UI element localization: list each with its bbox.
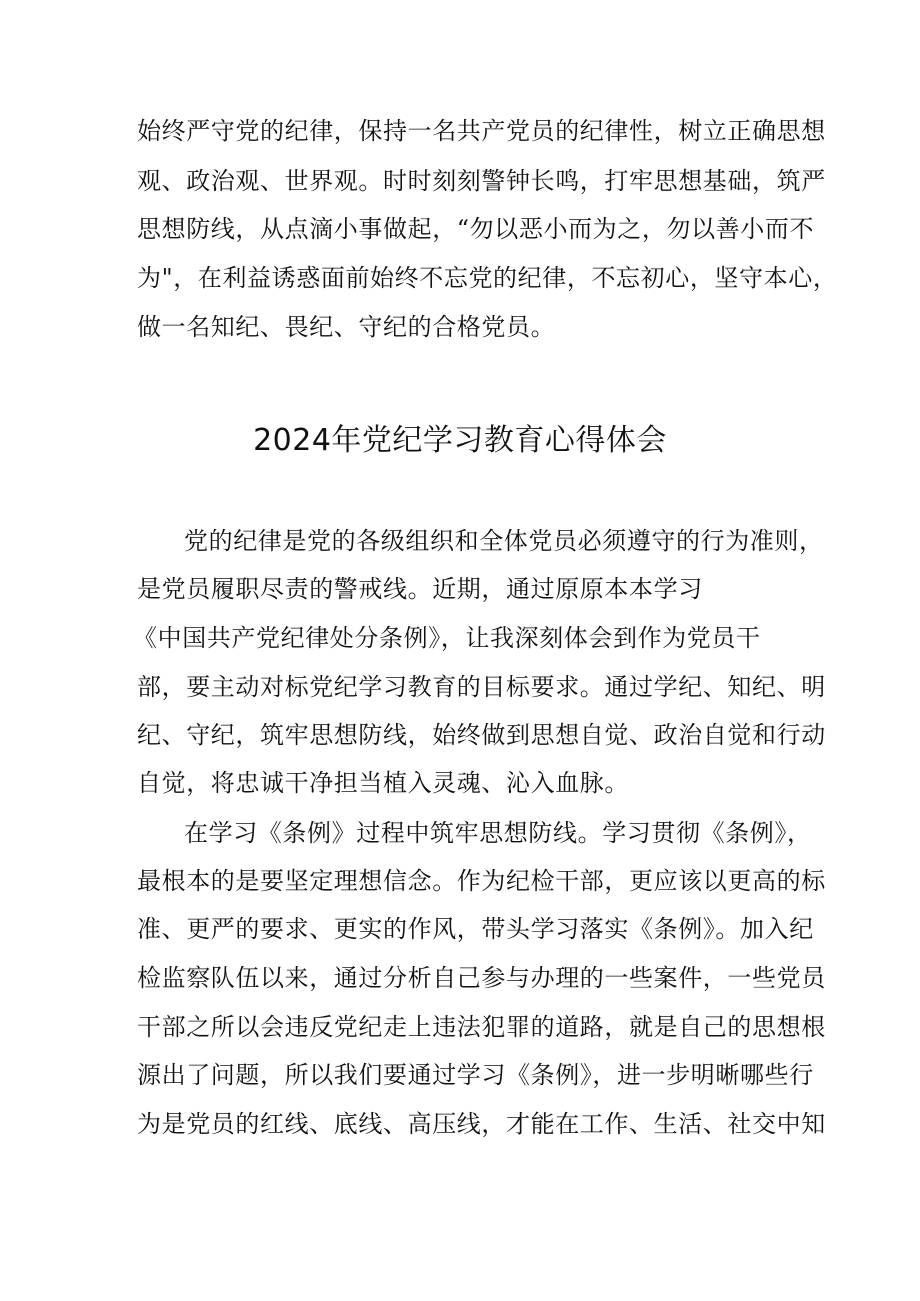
paragraph-1-line: 党的纪律是党的各级组织和全体党员必须遵守的行为准则， (184, 527, 824, 555)
paragraph-1-line: 部，要主动对标党纪学习教育的目标要求。通过学纪、知纪、明 (137, 673, 826, 701)
paragraph-2-line: 检监察队伍以来，通过分析自己参与办理的一些案件，一些党员 (137, 964, 826, 992)
top-paragraph-line: 思想防线，从点滴小事做起，“勿以恶小而为之，勿以善小而不 (137, 215, 815, 243)
top-paragraph-line: 为"，在利益诱惑面前始终不忘党的纪律，不忘初心，坚守本心， (137, 264, 838, 292)
paragraph-2-line: 在学习《条例》过程中筑牢思想防线。学习贯彻《条例》， (184, 819, 812, 847)
paragraph-2-line: 准、更严的要求、更实的作风，带头学习落实《条例》。加入纪 (137, 915, 814, 943)
paragraph-2-line: 为是党员的红线、底线、高压线，才能在工作、生活、社交中知 (137, 1110, 826, 1138)
paragraph-2-line: 干部之所以会违反党纪走上违法犯罪的道路，就是自己的思想根 (137, 1013, 826, 1041)
paragraph-2-line: 源出了问题，所以我们要通过学习《条例》，进一步明晰哪些行 (137, 1061, 814, 1089)
paragraph-2-line: 最根本的是要坚定理想信念。作为纪检干部，更应该以更高的标 (137, 867, 826, 895)
top-paragraph-line: 始终严守党的纪律，保持一名共产党员的纪律性，树立正确思想 (137, 117, 826, 145)
paragraph-1-line: 是党员履职尽责的警戒线。近期，通过原原本本学习 (137, 575, 703, 603)
top-paragraph-line: 观、政治观、世界观。时时刻刻警钟长鸣，打牢思想基础，筑严 (137, 167, 826, 195)
document-title: 2024年党纪学习教育心得体会 (253, 423, 667, 458)
top-paragraph-line: 做一名知纪、畏纪、守纪的合格党员。 (137, 313, 556, 341)
paragraph-1-line: 自觉，将忠诚干净担当植入灵魂、沁入血脉。 (137, 769, 629, 797)
paragraph-1-line: 纪、守纪，筑牢思想防线，始终做到思想自觉、政治自觉和行动 (137, 721, 826, 749)
paragraph-1-line: 《中国共产党纪律处分条例》，让我深刻体会到作为党员干 (133, 624, 761, 652)
